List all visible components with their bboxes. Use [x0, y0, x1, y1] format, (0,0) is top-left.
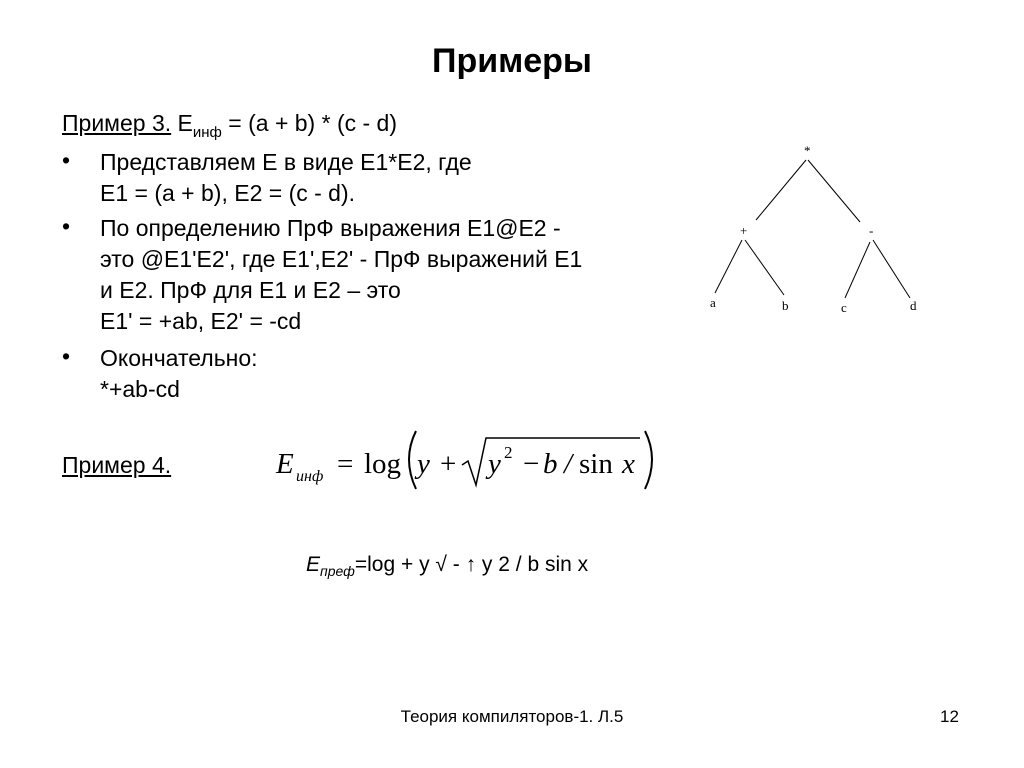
bullet-1-marker: • [62, 147, 71, 173]
prefix-formula [306, 553, 588, 577]
bullet-3-line-2: *+ab-cd [100, 376, 180, 402]
bullet-1-line-2: Е1 = (a + b), Е2 = (c - d). [100, 180, 356, 206]
bullet-2-line-3: и Е2. ПрФ для Е1 и Е2 – это [100, 277, 401, 303]
bullet-2 [100, 213, 582, 337]
example3-formula-sub: инф [192, 124, 222, 141]
formula-right-paren [645, 431, 652, 489]
formula-exp: 2 [504, 443, 513, 462]
example3-line [62, 108, 397, 142]
example3-formula-rest: = (a + b) * (c - d) [221, 110, 397, 136]
edge-minus-d [873, 240, 910, 298]
formula-E: E [276, 448, 294, 480]
prefix-E: E [306, 553, 321, 576]
bullet-3-marker: • [62, 343, 71, 369]
edge-root-minus [808, 160, 860, 222]
page-number: 12 [940, 707, 959, 726]
tree-leaf-b: b [782, 298, 789, 313]
tree-node-root: * [804, 143, 811, 158]
formula-sub: инф [296, 468, 324, 485]
formula-x: x [622, 448, 635, 480]
formula-slash: / [564, 448, 573, 480]
edge-root-plus [756, 160, 806, 220]
formula-left-paren [409, 431, 416, 489]
tree-leaf-d: d [910, 298, 917, 313]
bullet-3 [100, 343, 258, 405]
bullet-2-marker: • [62, 213, 71, 239]
formula-b: b [543, 448, 558, 480]
bullet-1 [100, 147, 472, 209]
prefix-rest: =log + y √ - ↑ y 2 / b sin x [354, 553, 589, 576]
bullet-2-line-2: это @Е1'Е2', где Е1',Е2' - ПрФ выражений Е1 [100, 246, 583, 272]
edge-plus-b [745, 240, 784, 295]
formula-plus: + [440, 448, 457, 480]
expression-tree [700, 140, 940, 330]
example4-formula [270, 425, 670, 495]
formula-y2: y [488, 448, 501, 480]
prefix-sub: преф [320, 563, 355, 579]
bullet-1-line-1: Представляем Е в виде Е1*Е2, где [100, 149, 472, 175]
bullet-2-line-4: Е1' = +ab, Е2' = -cd [100, 308, 302, 334]
formula-sin: sin [579, 448, 613, 480]
formula-y: y [417, 448, 430, 480]
bullet-3-line-1: Окончательно: [100, 345, 258, 371]
tree-leaf-c: c [841, 300, 847, 315]
example4-label: Пример 4. [62, 452, 172, 478]
edge-plus-a [715, 240, 742, 293]
tree-node-minus: - [869, 223, 874, 238]
formula-log: log [364, 448, 402, 480]
example3-formula-E: E [177, 110, 193, 136]
tree-node-plus: + [740, 223, 748, 238]
footer-text: Теория компиляторов-1. Л.5 [400, 707, 624, 726]
edge-minus-c [845, 242, 870, 298]
example3-label: Пример 3. [62, 110, 172, 136]
formula-minus: − [523, 448, 540, 480]
slide-title: Примеры [432, 42, 592, 80]
bullet-2-line-1: По определению ПрФ выражения Е1@Е2 - [100, 215, 561, 241]
formula-eq: = [337, 448, 354, 480]
tree-leaf-a: a [710, 295, 716, 310]
